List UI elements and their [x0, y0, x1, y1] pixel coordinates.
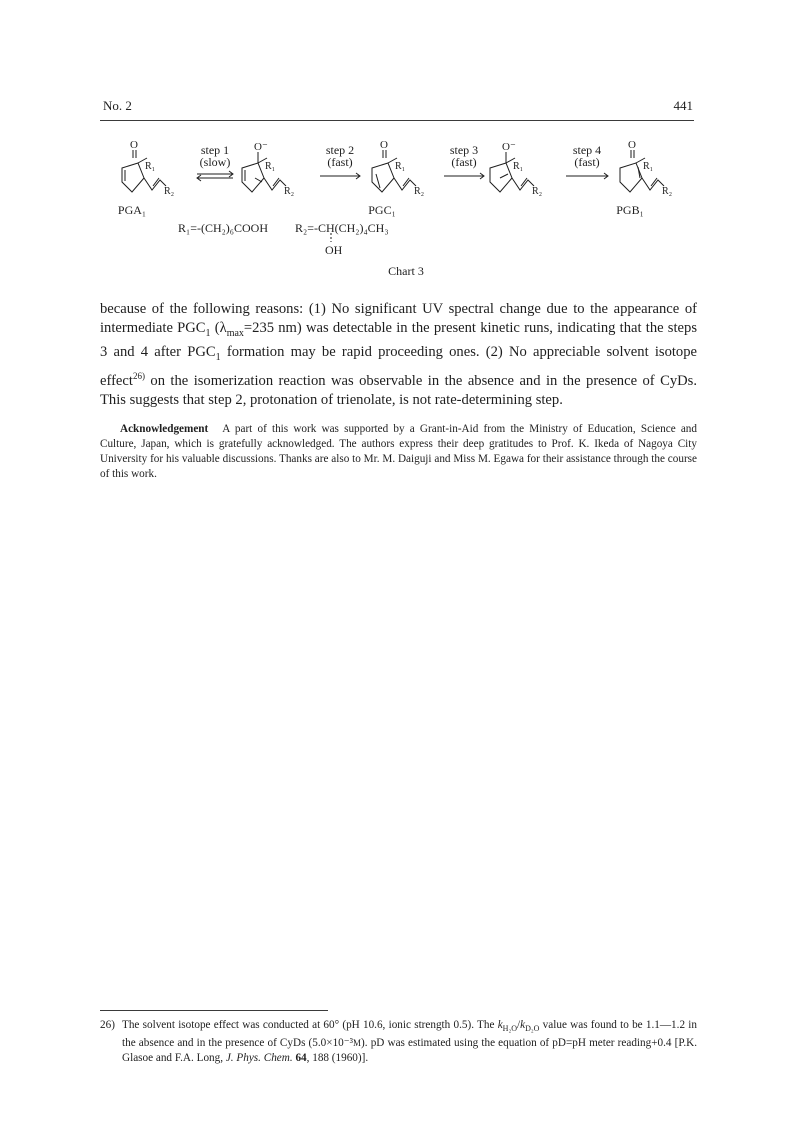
atom-oxo-3: O — [628, 139, 636, 151]
atom-oxido-2: O⁻ — [502, 141, 516, 153]
footnote-text-3: ). pD was estimated using the equation of pD=pH meter reading+0.4 [P.K. Glasoe and F.A. Long, — [122, 1037, 698, 1065]
r1-label-2: R₁ — [265, 161, 276, 172]
step-3-rate: (fast) — [451, 155, 477, 169]
reaction-scheme — [100, 130, 700, 290]
acknowledgement-text: A part of this work was supported by a Grant-in-Aid from the Ministry of Education, Science and Culture, Japan, which is gratefully acknowledged. The authors express their deep gratitudes to Prof. K. Ikeda of Nagoya City University for his valuable discussions. Thanks are also to Mr. M. Daiguji and Miss M. Egawa for their assistance through the course of this work. — [100, 423, 697, 480]
compound-pgc1: PGC₁ — [368, 203, 396, 217]
step-2-rate: (fast) — [327, 155, 353, 169]
acknowledgement-section — [100, 422, 697, 482]
footnote-k-d2o: k — [520, 1019, 526, 1031]
running-header — [103, 98, 693, 114]
footnote-26 — [100, 1018, 697, 1066]
lambda-max-subscript: max — [226, 327, 244, 339]
journal-issue: No. 2 — [103, 98, 132, 113]
body-paragraph — [100, 300, 697, 410]
r2-label-3: R₂ — [414, 186, 425, 197]
r1-label-3: R₁ — [395, 161, 406, 172]
r1-label-5: R₁ — [643, 161, 654, 172]
footnote-text-1: The solvent isotope effect was conducted at 60° (pH 10.6, ionic strength 0.5). The — [122, 1019, 498, 1031]
r2-label-5: R₂ — [662, 186, 673, 197]
enolate-2-structure — [490, 152, 534, 192]
reference-26-marker: 26) — [132, 370, 145, 381]
step-2-label: step 2 — [325, 143, 355, 157]
header-rule — [100, 120, 694, 121]
footnote-unit: M — [353, 1038, 362, 1049]
footnote-rule — [100, 1010, 328, 1011]
footnote-journal: J. Phys. Chem. — [225, 1052, 293, 1065]
footnote-k-h2o: k — [497, 1019, 503, 1031]
pgc1-subscript-2: 1 — [215, 351, 221, 363]
r2-definition: R₂=-CH(CH₂)₄CH₃ — [295, 221, 389, 235]
footnote-text-4: , 188 (1960)]. — [306, 1052, 369, 1065]
footnote-slash: / — [517, 1019, 521, 1031]
step-3-label: step 3 — [449, 143, 479, 157]
r2-label-4: R₂ — [532, 186, 543, 197]
compound-pga1: PGA₁ — [117, 203, 147, 217]
step-1-label: step 1 — [200, 143, 230, 157]
r2-label-1: R₂ — [164, 186, 175, 197]
compound-pgb1: PGB₁ — [616, 203, 644, 217]
pgb1-structure — [620, 150, 664, 192]
footnote-volume: 64 — [295, 1052, 307, 1065]
page-number: 441 — [673, 98, 693, 113]
footnote-sub-d2o: D₂O — [525, 1024, 540, 1034]
chart-3-scheme — [100, 130, 700, 290]
r2-label-2: R₂ — [284, 186, 295, 197]
body-text-5: on the isomerization reaction was observable in the absence and in the presence of CyDs. This suggests that step 2, protonation of trienolate, is not rate-determining step. — [100, 372, 697, 408]
step-4-rate: (fast) — [574, 155, 600, 169]
pgc1-structure — [372, 150, 416, 192]
footnote-number: 26) — [100, 1019, 115, 1031]
body-text-1: because of the following reasons: (1) No significant UV spectral change due to the appearance of intermediate PGC — [100, 301, 697, 336]
body-text-4: formation may be rapid proceeding ones. (2) No appreciable solvent isotope effect — [100, 343, 697, 389]
body-text-2: (λ — [210, 320, 227, 336]
body-text-3: =235 nm) was detectable in the present kinetic runs, indicating that the steps 3 and 4 after PGC — [100, 320, 697, 360]
r2-hydroxyl: OH — [325, 243, 343, 257]
atom-oxo-1: O — [130, 139, 138, 151]
footnote-text-2: value was found to be 1.1—1.2 in the absence and in the presence of CyDs (5.0×10⁻³ — [122, 1019, 697, 1050]
r1-label-1: R₁ — [145, 161, 156, 172]
step-1-rate: (slow) — [199, 155, 231, 169]
footnote-body — [122, 1018, 697, 1066]
r1-label-4: R₁ — [513, 161, 524, 172]
pgc1-subscript: 1 — [205, 327, 211, 339]
enolate-1-structure — [242, 152, 286, 192]
atom-oxo-2: O — [380, 139, 388, 151]
chart-caption: Chart 3 — [388, 264, 424, 278]
footnote-sub-h2o: H₂O — [502, 1024, 518, 1034]
r1-definition: R₁=-(CH₂)₆COOH — [178, 221, 268, 235]
pga1-structure — [122, 150, 166, 192]
acknowledgement-heading: Acknowledgement — [120, 423, 209, 435]
atom-oxido-1: O⁻ — [254, 141, 268, 153]
step-4-label: step 4 — [572, 143, 602, 157]
